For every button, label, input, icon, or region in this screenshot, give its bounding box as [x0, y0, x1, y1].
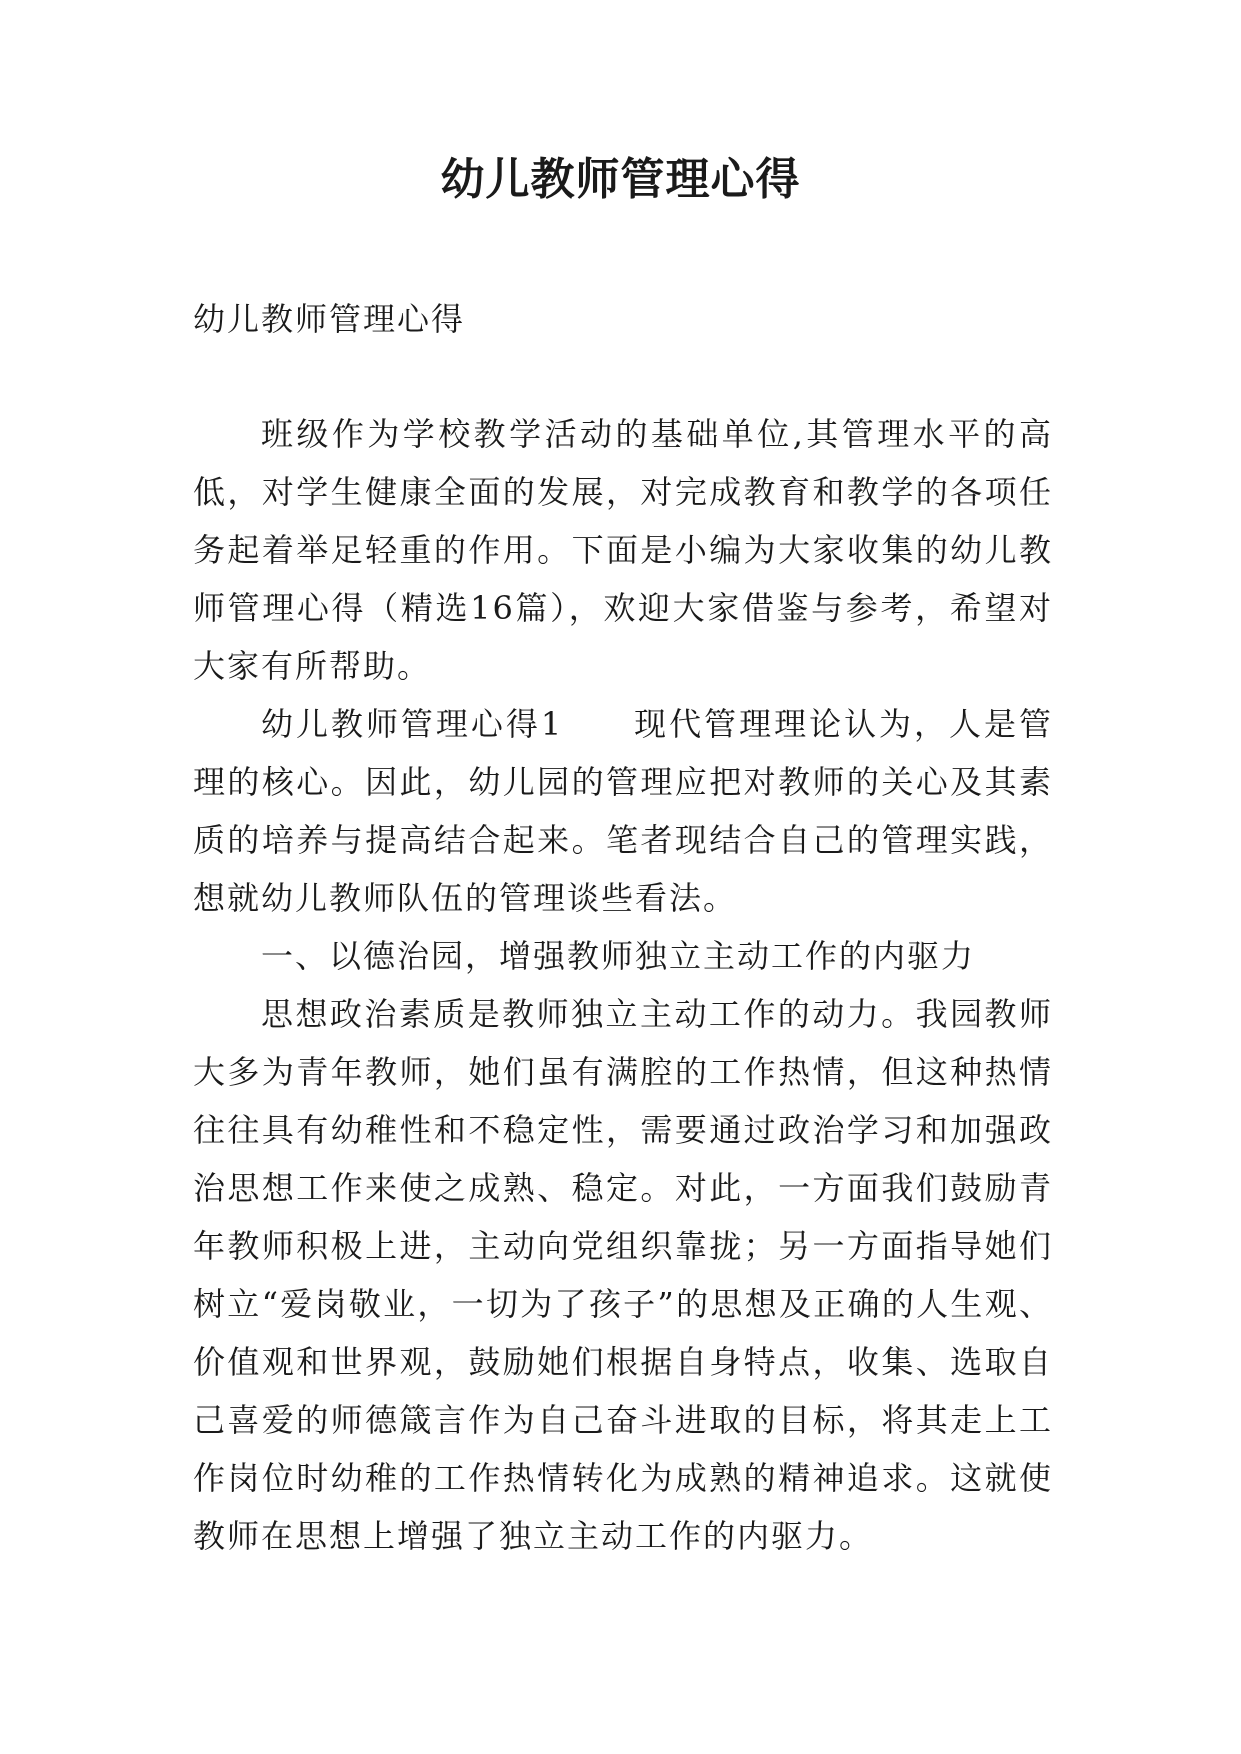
paragraph-body-1: 思想政治素质是教师独立主动工作的动力。我园教师大多为青年教师，她们虽有满腔的工作热情，但这种热情往往具有幼稚性和不稳定性，需要通过政治学习和加强政治思想工作来使之成熟、稳定。对此，一方面我们鼓励青年教师积极上进，主动向党组织靠拢；另一方面指导她们树立“爱岗敬业，一切为了孩子”的思想及正确的人生观、价值观和世界观，鼓励她们根据自身特点，收集、选取自己喜爱的师德箴言作为自己奋斗进取的目标，将其走上工作岗位时幼稚的工作热情转化为成熟的精神追求。这就使教师在思想上增强了独立主动工作的内驱力。	[193, 995, 1053, 1555]
document-body	[193, 290, 1053, 1565]
paragraph-section-1: 幼儿教师管理心得1 现代管理理论认为，人是管理的核心。因此，幼儿园的管理应把对教师的关心及其素质的培养与提高结合起来。笔者现结合自己的管理实践，想就幼儿教师队伍的管理谈些看法。	[193, 705, 1053, 917]
document-subtitle: 幼儿教师管理心得	[193, 300, 466, 338]
paragraph-intro: 班级作为学校教学活动的基础单位,其管理水平的高低，对学生健康全面的发展，对完成教育和教学的各项任务起着举足轻重的作用。下面是小编为大家收集的幼儿教师管理心得（精选16篇），欢迎大家借鉴与参考，希望对大家有所帮助。	[193, 415, 1053, 685]
paragraph-heading-1: 一、以德治园，增强教师独立主动工作的内驱力	[261, 937, 976, 975]
document-title: 幼儿教师管理心得	[440, 154, 801, 205]
